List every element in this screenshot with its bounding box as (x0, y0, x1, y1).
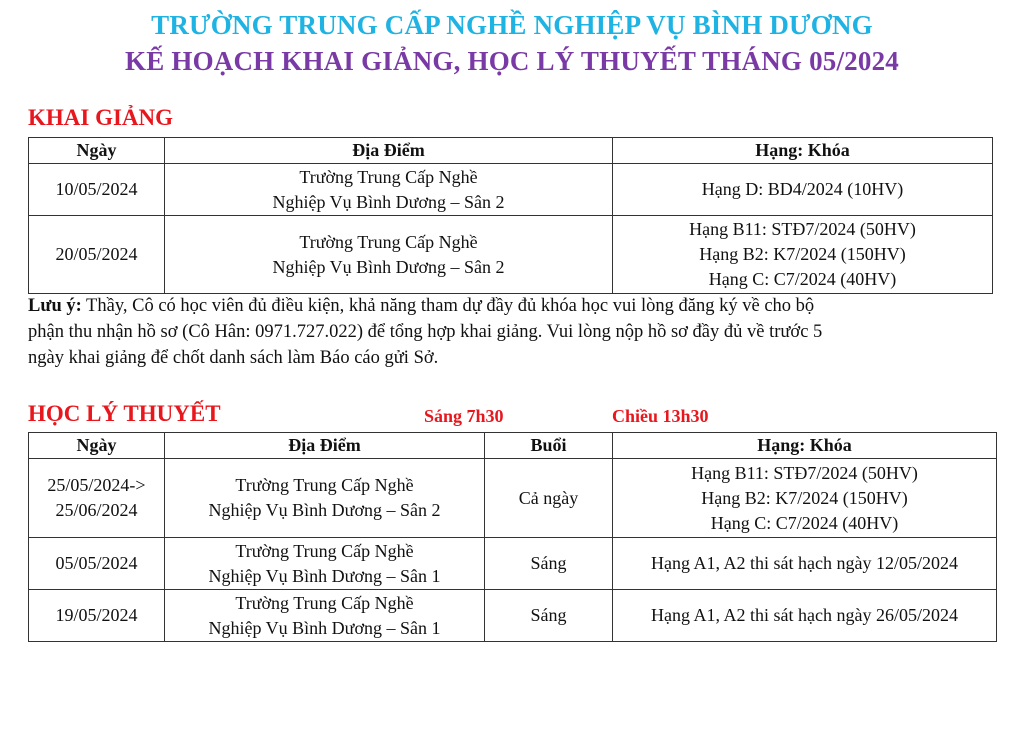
date-cell: 05/05/2024 (29, 538, 165, 590)
note-text: phận thu nhận hồ sơ (Cô Hân: 0971.727.022) để tổng hợp khai giảng. Vui lòng nộp hồ sơ đầy đủ về trước 5 (28, 322, 823, 342)
class-line: Hạng B11: STĐ7/2024 (50HV) (691, 462, 918, 483)
place-cell (165, 164, 613, 216)
class-cell (613, 459, 997, 538)
column-header-place: Địa Điểm (165, 138, 613, 164)
session-cell: Sáng (485, 590, 613, 642)
hoc-ly-thuyet-heading: HỌC LÝ THUYẾT (28, 401, 221, 426)
session-cell: Cả ngày (485, 459, 613, 538)
khai-giang-heading: KHAI GIẢNG (28, 105, 174, 130)
afternoon-time: Chiều 13h30 (612, 406, 709, 426)
class-line: Hạng D: BD4/2024 (10HV) (701, 179, 904, 199)
session-cell: Sáng (485, 538, 613, 590)
khai-giang-table (28, 137, 993, 294)
place-cell (165, 538, 485, 590)
column-header-date: Ngày (29, 138, 165, 164)
note-label: Lưu ý: (28, 296, 82, 316)
note-text: Thầy, Cô có học viên đủ điều kiện, khả năng tham dự đầy đủ khóa học vui lòng đăng ký về cho bộ (81, 296, 815, 316)
place-line: Nghiệp Vụ Bình Dương – Sân 1 (208, 565, 441, 586)
table-row (29, 538, 997, 590)
class-cell: Hạng A1, A2 thi sát hạch ngày 26/05/2024 (613, 590, 997, 642)
school-title: TRƯỜNG TRUNG CẤP NGHỀ NGHIỆP VỤ BÌNH DƯƠNG (151, 10, 873, 40)
table-header-row (29, 433, 997, 459)
column-header-class: Hạng: Khóa (613, 433, 997, 459)
place-line: Trường Trung Cấp Nghề (235, 540, 414, 561)
place-line: Nghiệp Vụ Bình Dương – Sân 1 (208, 617, 441, 638)
date-line: 25/06/2024 (55, 500, 138, 520)
note-paragraph (28, 293, 996, 371)
class-cell: Hạng A1, A2 thi sát hạch ngày 12/05/2024 (613, 538, 997, 590)
class-line: Hạng C: C7/2024 (40HV) (710, 512, 899, 533)
date-cell: 10/05/2024 (29, 164, 165, 216)
table-row (29, 164, 993, 216)
hoc-ly-thuyet-table (28, 432, 997, 642)
place-line: Trường Trung Cấp Nghề (299, 166, 478, 187)
table-row (29, 216, 993, 294)
class-line: Hạng B2: K7/2024 (150HV) (699, 244, 906, 264)
class-cell (613, 164, 993, 216)
date-cell: 19/05/2024 (29, 590, 165, 642)
column-header-date: Ngày (29, 433, 165, 459)
place-line: Trường Trung Cấp Nghề (235, 592, 414, 613)
place-cell (165, 590, 485, 642)
date-line: 25/05/2024-> (47, 475, 146, 495)
table-row (29, 590, 997, 642)
note-text: ngày khai giảng để chốt danh sách làm Báo cáo gửi Sở. (28, 348, 439, 368)
place-line: Nghiệp Vụ Bình Dương – Sân 2 (272, 256, 505, 277)
class-cell (613, 216, 993, 294)
table-header-row (29, 138, 993, 164)
morning-time: Sáng 7h30 (424, 406, 504, 426)
class-line: Hạng C: C7/2024 (40HV) (708, 269, 897, 289)
class-line: Hạng B11: STĐ7/2024 (50HV) (689, 219, 916, 239)
column-header-place: Địa Điểm (165, 433, 485, 459)
date-cell (29, 459, 165, 538)
date-cell: 20/05/2024 (29, 216, 165, 294)
plan-title: KẾ HOẠCH KHAI GIẢNG, HỌC LÝ THUYẾT THÁNG 05/2024 (125, 46, 899, 76)
table-row (29, 459, 997, 538)
place-cell (165, 216, 613, 294)
place-line: Trường Trung Cấp Nghề (235, 475, 414, 495)
place-line: Nghiệp Vụ Bình Dương – Sân 2 (208, 500, 441, 520)
place-cell (165, 459, 485, 538)
class-line: Hạng B2: K7/2024 (150HV) (701, 487, 908, 508)
column-header-class: Hạng: Khóa (613, 138, 993, 164)
place-line: Trường Trung Cấp Nghề (299, 231, 478, 252)
place-line: Nghiệp Vụ Bình Dương – Sân 2 (272, 191, 505, 212)
column-header-session: Buổi (485, 433, 613, 459)
